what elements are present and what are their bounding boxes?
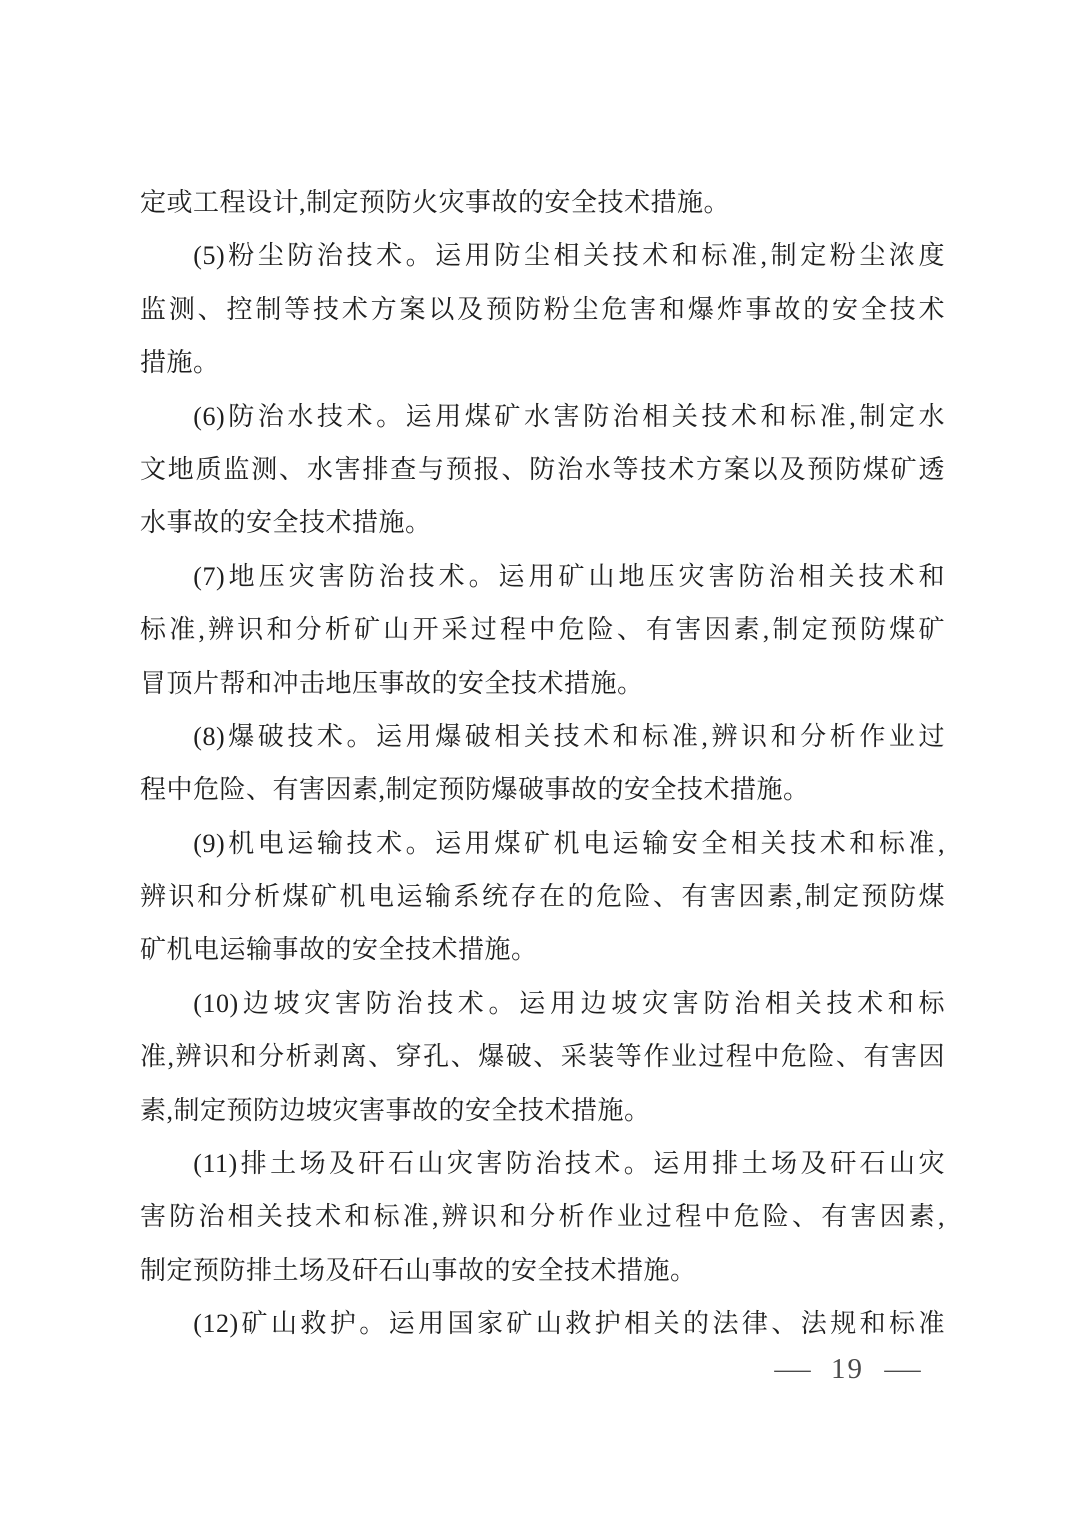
text-line: 定或工程设计,制定预防火灾事故的安全技术措施。 [140,188,731,217]
text-line: 程中危险、有害因素,制定预防爆破事故的安全技术措施。 [140,775,810,805]
text-line: (12)矿山救护。运用国家矿山救护相关的法律、法规和标准 [193,1309,945,1339]
text-line: 矿机电运输事故的安全技术措施。 [140,935,538,965]
text-line: 措施。 [140,348,220,378]
text-line: 文地质监测、水害排查与预报、防治水等技术方案以及预防煤矿透 [140,454,945,484]
text-line: 冒顶片帮和冲击地压事故的安全技术措施。 [140,668,644,698]
text-line: (5)粉尘防治技术。运用防尘相关技术和标准,制定粉尘浓度 [193,241,945,271]
text-line: (11)排土场及矸石山灾害防治技术。运用排土场及矸石山灾 [193,1149,945,1179]
text-line: 监测、控制等技术方案以及预防粉尘危害和爆炸事故的安全技术 [140,294,945,324]
page-number: 19 [831,1353,864,1385]
footer-right-dash: — [884,1353,921,1385]
text-line: (7)地压灾害防治技术。运用矿山地压灾害防治相关技术和 [193,561,945,591]
text-line: (6)防治水技术。运用煤矿水害防治相关技术和标准,制定水 [193,401,945,431]
body-text-block [140,176,945,1351]
text-line: 准,辨识和分析剥离、穿孔、爆破、采装等作业过程中危险、有害因 [140,1042,945,1072]
text-line: 素,制定预防边坡灾害事故的安全技术措施。 [140,1095,651,1125]
text-line: (8)爆破技术。运用爆破相关技术和标准,辨识和分析作业过 [193,721,945,751]
text-line: 标准,辨识和分析矿山开采过程中危险、有害因素,制定预防煤矿 [140,615,945,645]
text-line: (9)机电运输技术。运用煤矿机电运输安全相关技术和标准, [193,828,945,858]
footer-left-dash: — [774,1353,811,1385]
page-footer [774,1352,921,1386]
text-line: 辨识和分析煤矿机电运输系统存在的危险、有害因素,制定预防煤 [140,882,945,912]
text-line: 水事故的安全技术措施。 [140,508,432,538]
text-line: 制定预防排土场及矸石山事故的安全技术措施。 [140,1255,697,1285]
text-line: 害防治相关技术和标准,辨识和分析作业过程中危险、有害因素, [140,1202,945,1232]
text-line: (10)边坡灾害防治技术。运用边坡灾害防治相关技术和标 [193,988,945,1018]
